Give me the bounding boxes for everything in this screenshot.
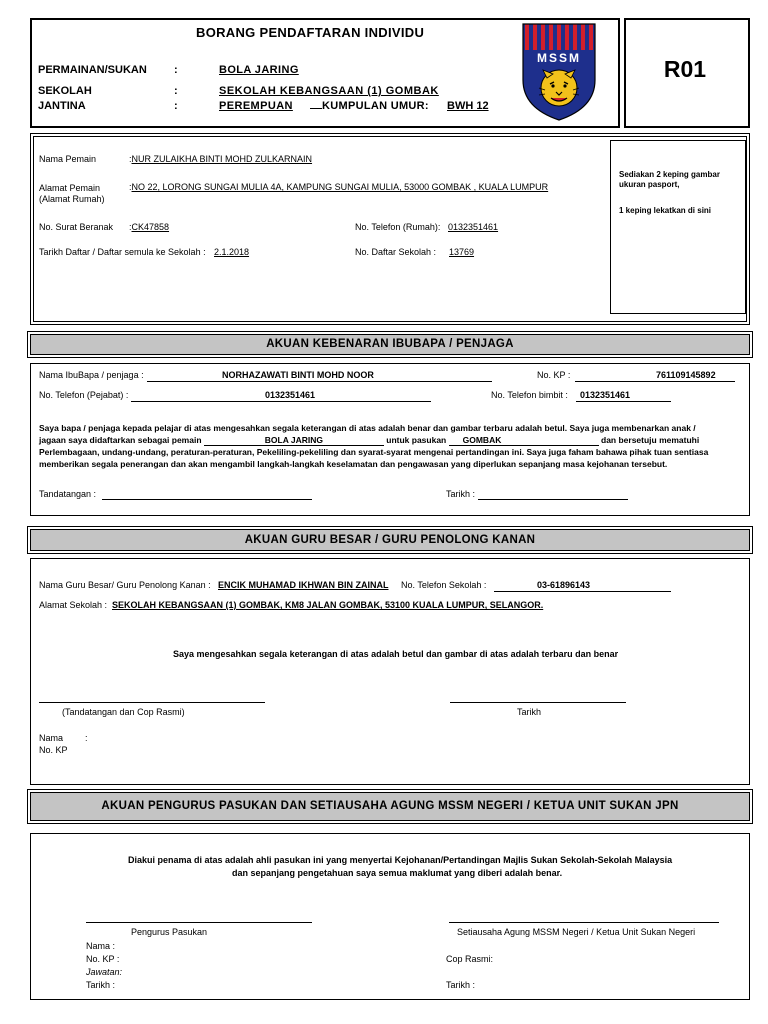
mssm-logo bbox=[521, 22, 597, 122]
label-kumpulan-umur bbox=[310, 100, 429, 112]
manager-left-caption: Pengurus Pasukan bbox=[131, 927, 208, 937]
photo-note-2: 1 keping lekatkan di sini bbox=[619, 206, 712, 215]
para-2-team-text: GOMBAK bbox=[462, 435, 502, 445]
gb-sign-caption: (Tandatangan dan Cop Rasmi) bbox=[62, 707, 185, 717]
headmaster-section bbox=[30, 558, 750, 785]
para-2-text-b: untuk pasukan bbox=[386, 435, 447, 445]
gb-nama-label: Nama Guru Besar/ Guru Penolong Kanan : bbox=[39, 580, 211, 590]
manager-right-sign-line bbox=[449, 922, 719, 923]
nama-pemain-label: Nama Pemain bbox=[39, 154, 97, 164]
tarikh-daftar-value: 2.1.2018 bbox=[214, 247, 250, 257]
label-permainan: PERMAINAN/SUKAN bbox=[38, 64, 147, 76]
gb-statement: Saya mengesahkan segala keterangan di atas adalah betul dan gambar di atas adalah terbaru dan benar bbox=[173, 649, 619, 659]
gb-nama-line: Nama bbox=[39, 733, 64, 743]
para-2-team bbox=[449, 436, 599, 446]
alamat-pemain-label: Alamat Pemain bbox=[39, 183, 101, 193]
parent-nama-value: NORHAZAWATI BINTI MOHD NOOR bbox=[222, 370, 374, 380]
label-jantina: JANTINA bbox=[38, 100, 86, 112]
manager-left-sign-line bbox=[86, 922, 312, 923]
nama-pemain-value: :NUR ZULAIKHA BINTI MOHD ZULKARNAIN bbox=[129, 154, 313, 164]
daftar-sekolah-value: 13769 bbox=[449, 247, 475, 257]
parent-nama-line bbox=[147, 381, 492, 382]
logo-text: MSSM bbox=[537, 51, 581, 65]
colon-sekolah: : bbox=[174, 85, 178, 97]
tel-pejabat-line bbox=[131, 401, 431, 402]
parent-kp-label: No. KP : bbox=[537, 370, 571, 380]
manager-nama: Nama : bbox=[86, 941, 116, 951]
manager-cop: Cop Rasmi: bbox=[446, 954, 494, 964]
nama-pemain-text: NUR ZULAIKHA BINTI MOHD ZULKARNAIN bbox=[131, 154, 313, 164]
manager-right-caption: Setiausaha Agung MSSM Negeri / Ketua Unit Sukan Negeri bbox=[457, 927, 696, 937]
para-2-sport-text: BOLA JARING bbox=[264, 435, 324, 445]
gb-sign-line bbox=[39, 702, 265, 703]
label-sekolah: SEKOLAH bbox=[38, 85, 92, 97]
gb-tarikh-caption: Tarikh bbox=[517, 707, 542, 717]
parent-tarikh-label: Tarikh : bbox=[446, 489, 476, 499]
parent-paragraph-line-2 bbox=[39, 435, 699, 446]
manager-jawatan: Jawatan: bbox=[86, 967, 123, 977]
tarikh-daftar-label: Tarikh Daftar / Daftar semula ke Sekolah : bbox=[39, 247, 206, 257]
manager-statement-1: Diakui penama di atas adalah ahli pasukan ini yang menyertai Kejohanan/Pertandingan Majlis Sukan Sekolah-Sekolah Malaysia bbox=[128, 855, 673, 865]
parent-paragraph-line-1: Saya bapa / penjaga kepada pelajar di atas mengesahkan segala keterangan di atas adalah benar dan gambar terbaru adalah betul. Saya juga membenarkan anak / bbox=[39, 423, 696, 433]
gb-tel-label: No. Telefon Sekolah : bbox=[401, 580, 487, 590]
tel-bimbit-line bbox=[576, 401, 671, 402]
value-permainan: BOLA JARING bbox=[219, 64, 299, 76]
surat-beranak-text: CK47858 bbox=[131, 222, 170, 232]
manager-statement-2: dan sepanjang pengetahuan saya semua maklumat yang diberi adalah benar. bbox=[232, 868, 563, 878]
form-title: BORANG PENDAFTARAN INDIVIDU bbox=[196, 25, 425, 40]
para-2-text-a: jagaan saya didaftarkan sebagai pemain bbox=[39, 435, 202, 445]
surat-beranak-value: :CK47858 bbox=[129, 222, 170, 232]
gb-kp-line: No. KP bbox=[39, 745, 68, 755]
parent-paragraph-line-4: memberikan segala penerangan dan akan mengambil langkah-langkah keselamatan dan pengawasan yang diperlukan sepanjang masa kejohanan tersebut. bbox=[39, 459, 668, 469]
parent-kp-value: 761109145892 bbox=[656, 370, 716, 380]
value-kumpulan-umur: BWH 12 bbox=[447, 100, 489, 112]
colon-permainan: : bbox=[174, 64, 178, 76]
photo-note-1: Sediakan 2 keping gambar ukuran pasport, bbox=[619, 170, 720, 189]
parent-section-heading: AKUAN KEBENARAN IBUBAPA / PENJAGA bbox=[30, 334, 750, 355]
tel-pejabat-label: No. Telefon (Pejabat) : bbox=[39, 390, 129, 400]
manager-kp: No. KP : bbox=[86, 954, 120, 964]
shield-stripes bbox=[525, 22, 593, 54]
headmaster-section-heading: AKUAN GURU BESAR / GURU PENOLONG KANAN bbox=[30, 529, 750, 551]
parent-tarikh-line bbox=[478, 499, 628, 500]
parent-paragraph-line-3: Perlembagaan, undang-undang, peraturan-peraturan, Pekeliling-pekeliling dan syarat-syarat mengenai pertandingan ini. Saya juga faham bahawa pihak tuan sentiasa bbox=[39, 447, 709, 457]
parent-nama-label: Nama IbuBapa / penjaga : bbox=[39, 370, 144, 380]
telefon-rumah-value: 0132351461 bbox=[448, 222, 499, 232]
gb-nama-value: ENCIK MUHAMAD IKHWAN BIN ZAINAL bbox=[218, 580, 389, 590]
parent-tandatangan-line bbox=[102, 499, 312, 500]
daftar-sekolah-label: No. Daftar Sekolah : bbox=[355, 247, 437, 257]
alamat-pemain-sub: (Alamat Rumah) bbox=[39, 194, 105, 204]
manager-tarikh-left: Tarikh : bbox=[86, 980, 116, 990]
alamat-pemain-text: NO 22, LORONG SUNGAI MULIA 4A, KAMPUNG SUNGAI MULIA, 53000 GOMBAK , KUALA LUMPUR bbox=[131, 182, 549, 192]
manager-tarikh-right: Tarikh : bbox=[446, 980, 476, 990]
tel-bimbit-label: No. Telefon bimbit : bbox=[491, 390, 568, 400]
gb-nama-colon: : bbox=[85, 733, 88, 743]
para-2-text-c: dan bersetuju mematuhi bbox=[601, 435, 700, 445]
manager-section-heading: AKUAN PENGURUS PASUKAN DAN SETIAUSAHA AGUNG MSSM NEGERI / KETUA UNIT SUKAN JPN bbox=[30, 792, 750, 821]
parent-tandatangan-label: Tandatangan : bbox=[39, 489, 97, 499]
gb-alamat-value: SEKOLAH KEBANGSAAN (1) GOMBAK, KM8 JALAN GOMBAK, 53100 KUALA LUMPUR, SELANGOR. bbox=[112, 600, 544, 610]
parent-kp-line bbox=[575, 381, 735, 382]
surat-beranak-label: No. Surat Beranak bbox=[39, 222, 114, 232]
para-2-sport bbox=[204, 436, 384, 446]
kumpulan-label: KUMPULAN UMUR: bbox=[322, 100, 429, 112]
telefon-rumah-label: No. Telefon (Rumah): bbox=[355, 222, 441, 232]
gb-tarikh-line bbox=[450, 702, 626, 703]
value-sekolah: SEKOLAH KEBANGSAAN (1) GOMBAK bbox=[219, 85, 439, 97]
gb-alamat-label: Alamat Sekolah : bbox=[39, 600, 108, 610]
gb-tel-line bbox=[494, 591, 671, 592]
tel-bimbit-value: 0132351461 bbox=[580, 390, 631, 400]
form-code: R01 bbox=[663, 56, 707, 82]
tel-pejabat-value: 0132351461 bbox=[265, 390, 316, 400]
gb-tel-value: 03-61896143 bbox=[537, 580, 591, 590]
photo-box bbox=[610, 140, 746, 314]
value-jantina: PEREMPUAN bbox=[219, 100, 293, 112]
alamat-pemain-value: :NO 22, LORONG SUNGAI MULIA 4A, KAMPUNG SUNGAI MULIA, 53000 GOMBAK , KUALA LUMPUR bbox=[129, 182, 549, 192]
colon-jantina: : bbox=[174, 100, 178, 112]
